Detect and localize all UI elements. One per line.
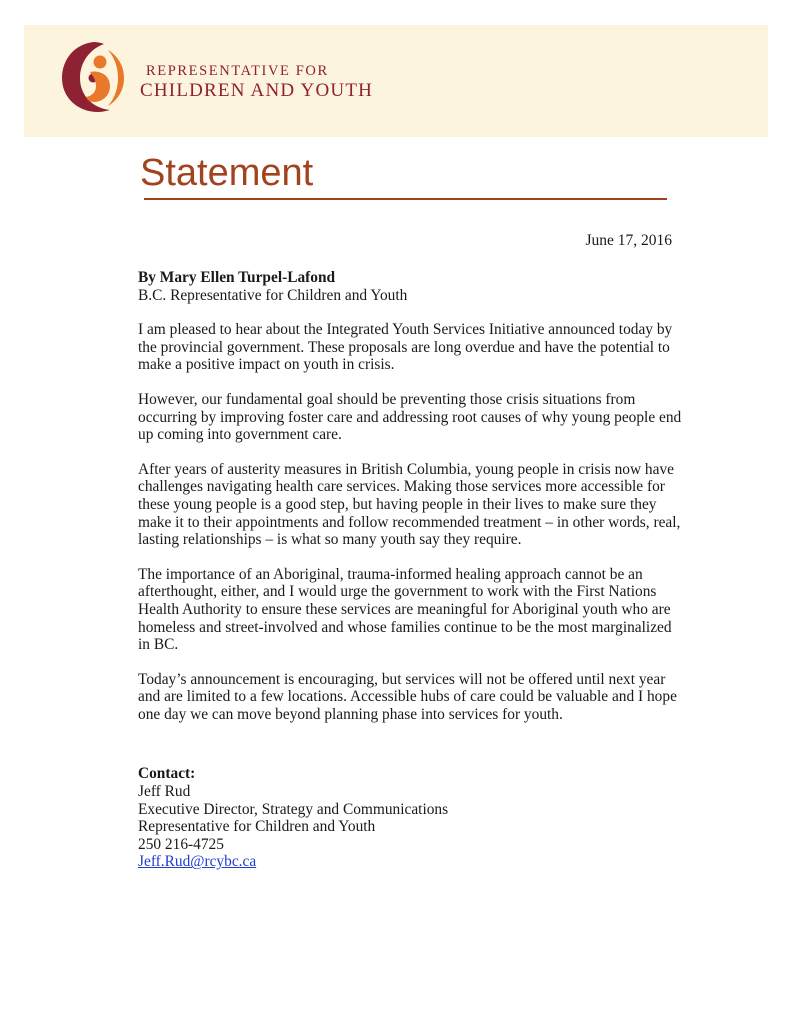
byline-name: By Mary Ellen Turpel-Lafond	[138, 269, 336, 286]
paragraph-3: After years of austerity measures in British Columbia, young people in crisis now have challenges navigating health care services. Making those services more accessible for these young people is a good step, but having people in their lives to make sure they make it to their appointments and follow recommended treatment – in other words, real, lasting relationships – is what so many youth say they require.	[138, 460, 681, 549]
paragraph-5: Today’s announcement is encouraging, but services will not be offered until next year and are limited to a few locations. Accessible hubs of care could be valuable and I hope one day we can move beyond planning phase into services for youth.	[138, 670, 677, 723]
byline-role: B.C. Representative for Children and Youth	[138, 286, 408, 304]
contact-phone: 250 216-4725	[138, 835, 224, 853]
letterhead-band	[24, 25, 768, 137]
paragraph-2: However, our fundamental goal should be preventing those crisis situations from occurring by improving foster care and addressing root causes of why young people end up coming into government care.	[138, 390, 682, 444]
contact-email-link[interactable]: Jeff.Rud@rcybc.ca	[138, 853, 257, 871]
paragraph-4: The importance of an Aboriginal, trauma-informed healing approach cannot be an afterthought, either, and I would urge the government to work with the First Nations Health Authority to ensure these services are meaningful for Aboriginal youth who are homeless and street-involved and whose families continue to be the most marginalized in BC.	[138, 565, 672, 654]
contact-name: Jeff Rud	[138, 783, 191, 801]
contact-heading: Contact:	[138, 765, 196, 783]
byline	[138, 269, 683, 304]
family-figures-logo-icon	[60, 40, 128, 114]
statement-date: June 17, 2016	[585, 232, 672, 249]
org-name-line2: CHILDREN AND YOUTH	[140, 80, 374, 101]
paragraph-1: I am pleased to hear about the Integrated Youth Services Initiative announced today by the provincial government. These proposals are long overdue and have the potential to make a positive impact on youth in crisis.	[138, 321, 673, 374]
contact-title: Executive Director, Strategy and Communications	[138, 800, 449, 818]
org-name-line1: REPRESENTATIVE FOR	[146, 63, 329, 79]
contact-organization: Representative for Children and Youth	[138, 818, 376, 836]
contact-block	[138, 765, 683, 871]
statement-body	[138, 269, 683, 871]
page-title: Statement	[140, 152, 314, 194]
title-underline-divider	[144, 198, 667, 200]
